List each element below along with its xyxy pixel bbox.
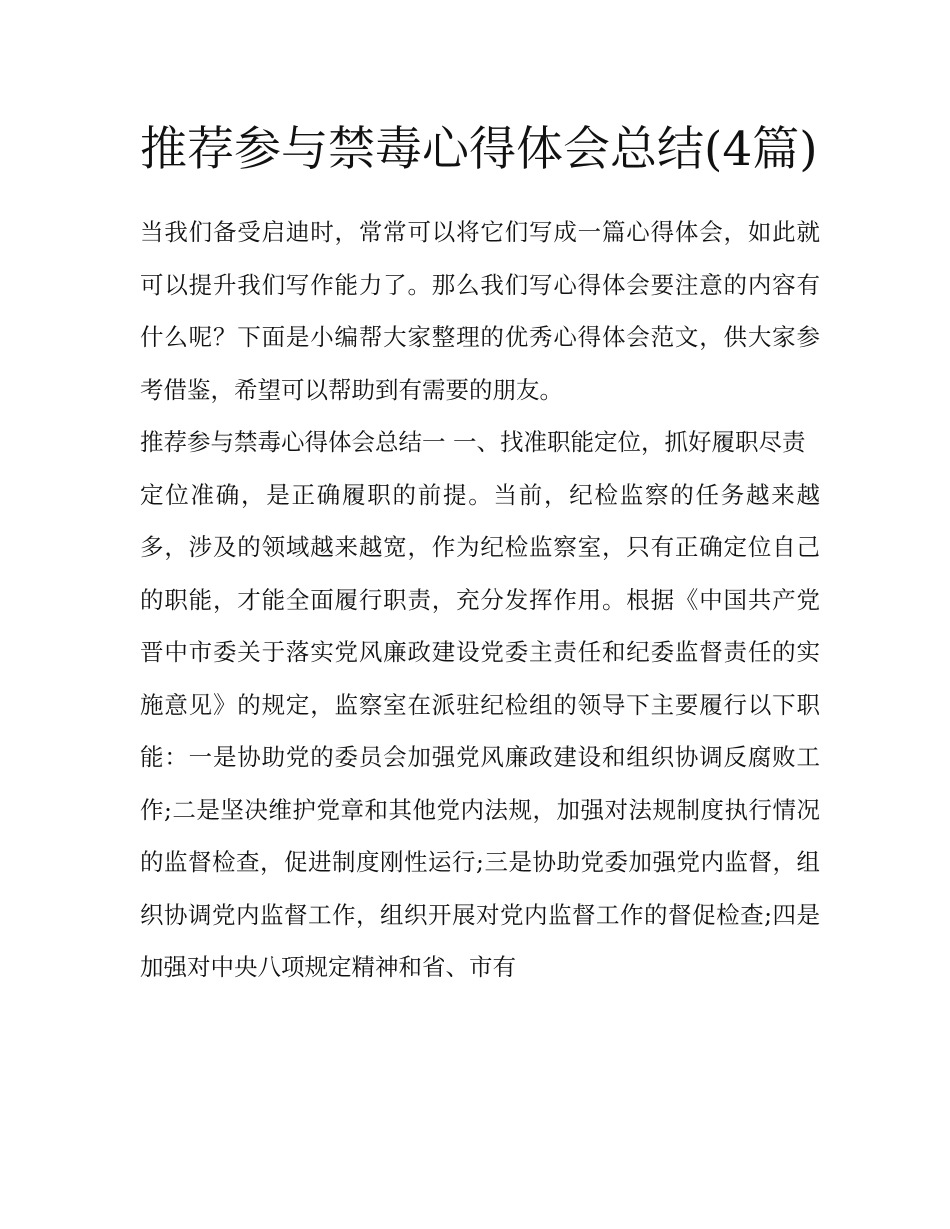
document-title: 推荐参与禁毒心得体会总结(4篇) — [140, 122, 818, 177]
intro-paragraph: 当我们备受启迪时，常常可以将它们写成一篇心得体会，如此就可以提升我们写作能力了。那么我们写心得体会要注意的内容有什么呢？下面是小编帮大家整理的优秀心得体会范文，供大家参考借鉴，希望可以帮助到有需要的朋友。 — [140, 218, 820, 404]
body-paragraph: 定位准确，是正确履职的前提。当前，纪检监察的任务越来越多，涉及的领域越来越宽，作为纪检监察室，只有正确定位自己的职能，才能全面履行职责，充分发挥作用。根据《中国共产党晋中市委关于落实党风廉政建设党委主责任和纪委监督责任的实施意见》的规定，监察室在派驻纪检组的领导下主要履行以下职能：一是协助党的委员会加强党风廉政建设和组织协调反腐败工作;二是坚决维护党章和其他党内法规，加强对法规制度执行情况的监督检查，促进制度刚性运行;三是协助党委加强党内监督，组织协调党内监督工作，组织开展对党内监督工作的督促检查;四是加强对中央八项规定精神和省、市有 — [140, 480, 820, 981]
document-page — [140, 110, 820, 994]
section-heading: 推荐参与禁毒心得体会总结一 一、找准职能定位，抓好履职尽责 — [140, 428, 806, 456]
